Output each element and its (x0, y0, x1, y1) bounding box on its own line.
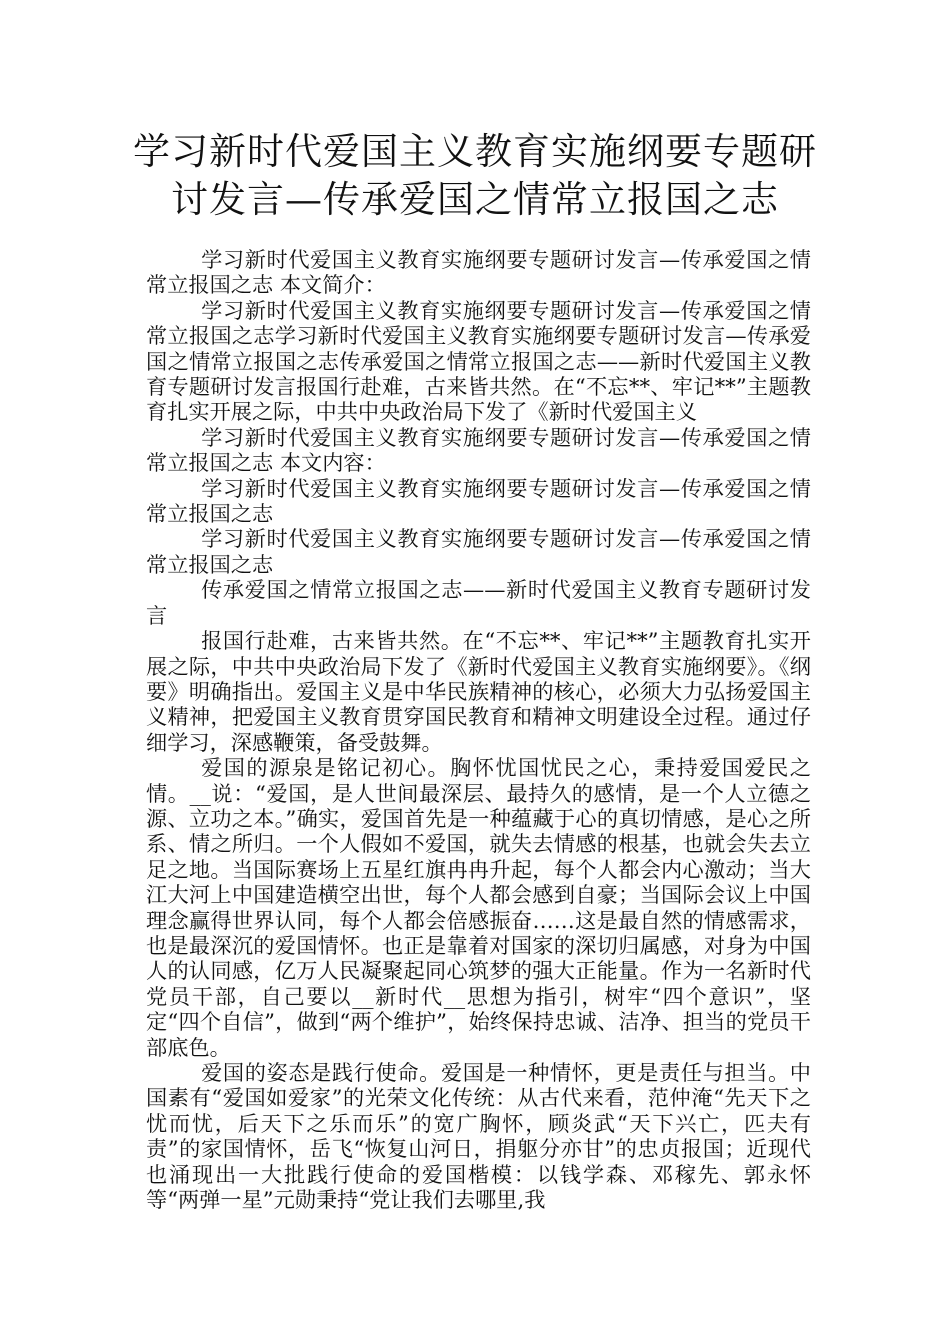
paragraph-title-repeat-2: 学习新时代爱国主义教育实施纲要专题研讨发言—传承爱国之情常立报国之志 (146, 526, 811, 577)
paragraph-intro: 报国行赴难，古来皆共然。在“不忘**、牢记**”主题教育扎实开展之际，中共中央政治局下发了《新时代爱国主义教育实施纲要》。《纲要》明确指出。爱国主义是中华民族精神的核心，必须大力弘扬爱国主义精神，把爱国主义教育贯穿国民教育和精神文明建设全过程。通过仔细学习，深感鞭策，备受鼓舞。 (146, 628, 811, 755)
title-line-2: 讨发言—传承爱国之情常立报国之志 (171, 178, 779, 221)
paragraph-summary-heading: 学习新时代爱国主义教育实施纲要专题研讨发言—传承爱国之情常立报国之志 本文简介： (146, 247, 811, 298)
paragraph-title-repeat-1: 学习新时代爱国主义教育实施纲要专题研讨发言—传承爱国之情常立报国之志 (146, 475, 811, 527)
paragraph-patriotism-mission: 爱国的姿态是践行使命。爱国是一种情怀，更是责任与担当。中国素有“爱国如爱家”的光荣文化传统：从古代来看，范仲淹“先天下之忧而忧，后天下之乐而乐”的宽广胸怀，顾炎武“天下兴亡，匹夫有责”的家国情怀，岳飞“恢复山河日，捐躯分亦甘”的忠贞报国；近现代也涌现出一大批践行使命的爱国楷模：以钱学森、邓稼先、郭永怀等“两弹一星”元勋秉持“党让我们去哪里,我 (146, 1060, 811, 1213)
paragraph-patriotism-source: 爱国的源泉是铭记初心。胸怀忧国忧民之心，秉持爱国爱民之情。__说：“爱国，是人世间最深层、最持久的感情，是一个人立德之源、立功之本。”确实，爱国首先是一种蕴藏于心的真切情感，是心之所系、情之所归。一个人假如不爱国，就失去情感的根基，也就会失去立足之地。当国际赛场上五星红旗冉冉升起，每个人都会内心激动；当大江大河上中国建造横空出世，每个人都会感到自豪；当国际会议上中国理念赢得世界认同，每个人都会倍感振奋……这是最自然的情感需求，也是最深沉的爱国情怀。也正是靠着对国家的深切归属感，对身为中国人的认同感，亿万人民凝聚起同心筑梦的强大正能量。作为一名新时代党员干部，自己要以__新时代__思想为指引，树牢“四个意识”，坚定“四个自信”，做到“两个维护”，始终保持忠诚、洁净、担当的党员干部底色。 (146, 755, 811, 1060)
paragraph-summary: 学习新时代爱国主义教育实施纲要专题研讨发言—传承爱国之情常立报国之志学习新时代爱国主义教育实施纲要专题研讨发言—传承爱国之情常立报国之志传承爱国之情常立报国之志——新时代爱国主义教育专题研讨发言报国行赴难，古来皆共然。在“不忘**、牢记**”主题教育扎实开展之际，中共中央政治局下发了《新时代爱国主义 (146, 297, 811, 425)
document-title (100, 128, 850, 224)
document-body (146, 247, 811, 1212)
paragraph-content-heading: 学习新时代爱国主义教育实施纲要专题研讨发言—传承爱国之情常立报国之志 本文内容： (146, 424, 811, 476)
title-line-1: 学习新时代爱国主义教育实施纲要专题研 (133, 130, 817, 173)
paragraph-subtitle: 传承爱国之情常立报国之志——新时代爱国主义教育专题研讨发言 (146, 577, 811, 628)
